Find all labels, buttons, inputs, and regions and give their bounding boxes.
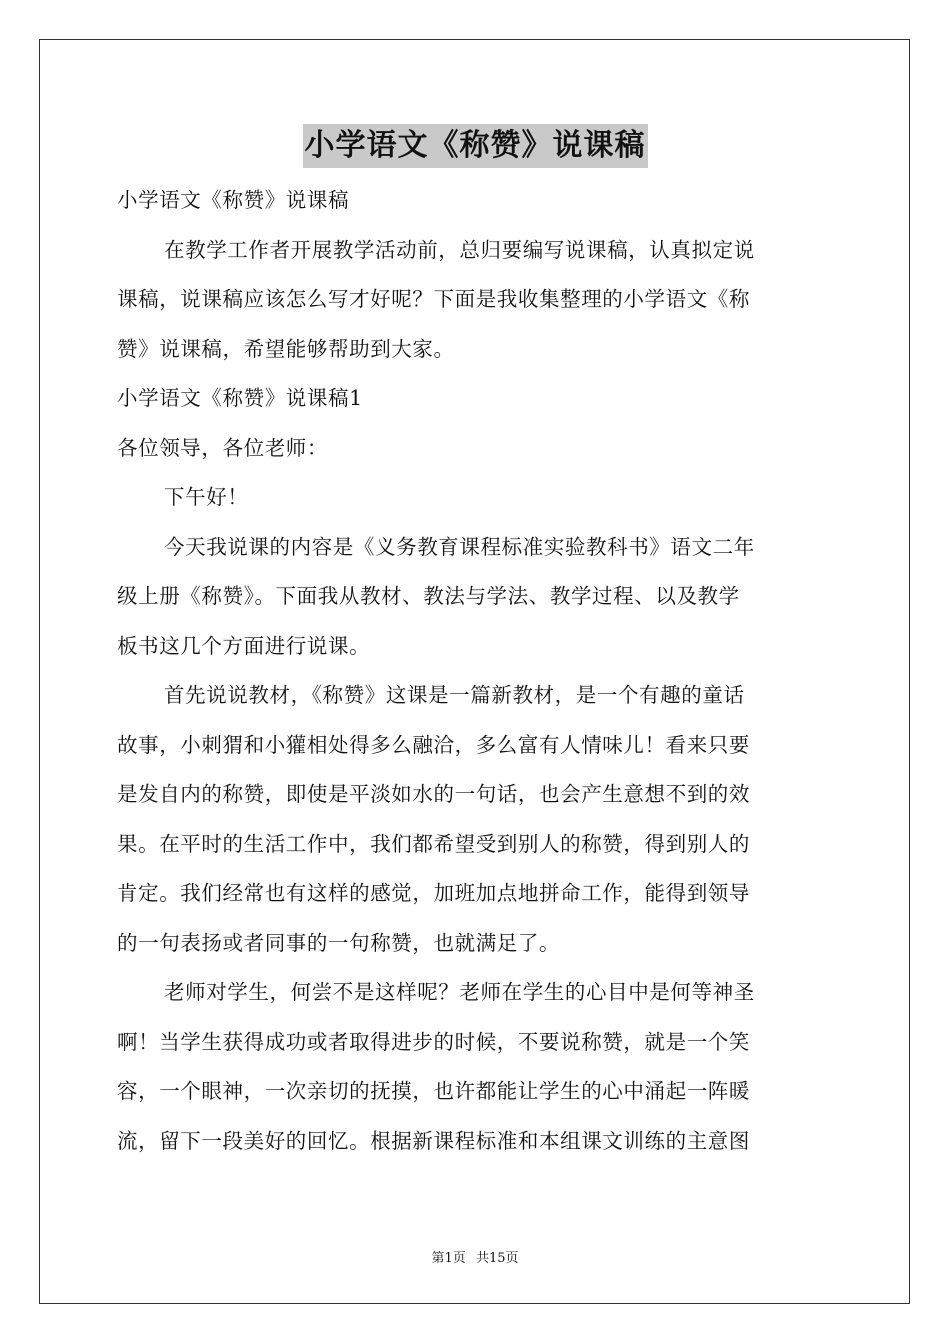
paragraph-line: 果。在平时的生活工作中，我们都希望受到别人的称赞，得到别人的	[117, 831, 750, 856]
greeting-line: 下午好！	[164, 485, 249, 509]
paragraph-line: 老师对学生，何尝不是这样呢？老师在学生的心目中是何等神圣	[164, 980, 755, 1004]
paragraph-line: 课稿，说课稿应该怎么写才好呢？下面是我收集整理的小学语文《称	[117, 287, 750, 311]
paragraph-line: 啊！当学生获得成功或者取得进步的时候，不要说称赞，就是一个笑	[117, 1029, 750, 1054]
paragraph-line: 板书这几个方面进行说课。	[117, 633, 371, 658]
paragraph-line: 赞》说课稿，希望能够帮助到大家。	[117, 336, 455, 361]
salutation-line: 各位领导，各位老师：	[117, 435, 328, 460]
paragraph-line: 在教学工作者开展教学活动前，总归要编写说课稿，认真拟定说	[164, 237, 755, 262]
paragraph-line: 故事，小刺猬和小獾相处得多么融洽，多么富有人情味儿！看来只要	[117, 732, 750, 757]
paragraph-line: 的一句表扬或者同事的一句称赞，也就满足了。	[117, 930, 561, 955]
paragraph-line: 容，一个眼神，一次亲切的抚摸，也许都能让学生的心中涌起一阵暖	[117, 1079, 750, 1103]
paragraph-line: 今天我说课的内容是《义务教育课程标准实验教科书》语文二年	[164, 534, 755, 559]
title-container	[0, 124, 950, 168]
subtitle-line: 小学语文《称赞》说课稿	[117, 188, 350, 212]
paragraph-line: 首先说说教材，《称赞》这课是一篇新教材，是一个有趣的童话	[164, 683, 745, 707]
document-title: 小学语文《称赞》说课稿	[303, 124, 648, 168]
page-total: 共15页	[475, 1251, 519, 1266]
paragraph-line: 流，留下一段美好的回忆。根据新课程标准和本组课文训练的主意图	[117, 1128, 750, 1153]
paragraph-line: 级上册《称赞》。下面我从教材、教法与学法、教学过程、以及教学	[117, 584, 740, 608]
page-footer	[0, 1247, 950, 1266]
document-body	[117, 176, 833, 1166]
section-heading: 小学语文《称赞》说课稿1	[117, 386, 363, 410]
page-number: 第1页	[431, 1251, 466, 1266]
paragraph-line: 是发自内的称赞，即使是平淡如水的一句话，也会产生意想不到的效	[117, 782, 750, 806]
paragraph-line: 肯定。我们经常也有这样的感觉，加班加点地拼命工作，能得到领导	[117, 881, 750, 905]
